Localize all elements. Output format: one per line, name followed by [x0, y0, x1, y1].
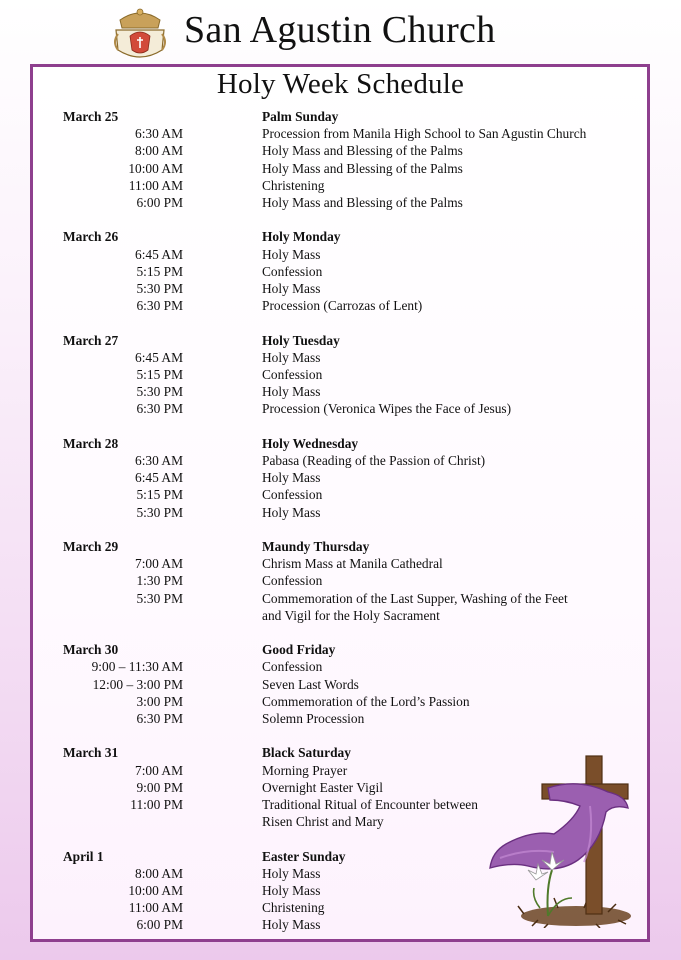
day-heading [63, 108, 643, 125]
schedule-row [63, 349, 643, 366]
event-description: Holy Mass and Blessing of the Palms [262, 160, 463, 176]
event-time: 11:00 AM [128, 177, 183, 193]
event-time: 6:45 AM [135, 349, 183, 365]
event-description: Commemoration of the Lord’s Passion [262, 693, 470, 709]
event-description: Christening [262, 177, 325, 193]
schedule-row [63, 452, 643, 469]
day-heading [63, 435, 643, 452]
event-time: 12:00 – 3:00 PM [92, 676, 183, 692]
event-description: Procession (Carrozas of Lent) [262, 298, 423, 314]
event-time: 1:30 PM [136, 573, 183, 589]
schedule-row [63, 572, 643, 589]
event-description: Holy Mass [262, 470, 321, 486]
day-name: Holy Tuesday [262, 332, 340, 348]
event-time: 5:15 PM [136, 367, 183, 383]
spacer [183, 435, 262, 452]
event-time: 5:30 PM [136, 384, 183, 400]
spacer [183, 297, 262, 314]
spacer [183, 899, 262, 916]
day-heading [63, 228, 643, 245]
schedule-row [63, 658, 643, 675]
event-time: 6:30 AM [135, 453, 183, 469]
event-time: 5:30 PM [136, 590, 183, 606]
event-description: Confession [262, 263, 323, 279]
day-name: Easter Sunday [262, 848, 346, 864]
day-name: Maundy Thursday [262, 539, 370, 555]
schedule-row [63, 383, 643, 400]
spacer [183, 228, 262, 245]
spacer [183, 572, 262, 589]
event-description: Pabasa (Reading of the Passion of Christ) [262, 453, 486, 469]
spacer [183, 555, 262, 572]
schedule-row [63, 160, 643, 177]
spacer [183, 744, 262, 761]
event-time: 5:30 PM [136, 504, 183, 520]
event-description: Holy Mass [262, 883, 321, 899]
page-header [0, 0, 681, 64]
spacer [183, 349, 262, 366]
day-name: Holy Wednesday [262, 435, 359, 451]
spacer [183, 658, 262, 675]
event-time: 6:30 PM [136, 711, 183, 727]
church-seal-icon [108, 4, 172, 64]
day-name: Palm Sunday [262, 109, 339, 124]
event-description: Holy Mass [262, 246, 321, 262]
event-description: Confession [262, 659, 323, 675]
event-description: Overnight Easter Vigil [262, 779, 383, 795]
spacer [183, 504, 262, 521]
event-description: Holy Mass [262, 917, 321, 933]
spacer [183, 710, 262, 727]
schedule-row [63, 710, 643, 727]
schedule-row [63, 504, 643, 521]
event-description: Holy Mass [262, 865, 321, 881]
schedule-row [63, 297, 643, 314]
event-time: 8:00 AM [135, 143, 183, 159]
day-date: March 26 [63, 229, 119, 245]
event-time: 6:30 PM [136, 401, 183, 417]
schedule-row [63, 280, 643, 297]
cross-with-cloth-icon [488, 748, 638, 928]
spacer [183, 125, 262, 142]
spacer [183, 246, 262, 263]
schedule-row [63, 693, 643, 710]
schedule-row [63, 676, 643, 693]
spacer [183, 400, 262, 417]
day-heading [63, 641, 643, 658]
spacer [183, 538, 262, 555]
event-time: 10:00 AM [128, 883, 183, 899]
day-date: March 25 [63, 109, 119, 124]
day-date: April 1 [63, 848, 104, 864]
schedule-row [63, 263, 643, 280]
event-time: 10:00 AM [128, 160, 183, 176]
event-description: Holy Mass and Blessing of the Palms [262, 195, 463, 211]
spacer [183, 194, 262, 211]
event-time: 5:15 PM [136, 263, 183, 279]
spacer [183, 813, 262, 830]
event-time: 5:15 PM [136, 487, 183, 503]
spacer [183, 263, 262, 280]
spacer [183, 796, 262, 813]
event-time: 7:00 AM [135, 556, 183, 572]
event-time: 6:45 AM [135, 470, 183, 486]
event-description: Holy Mass and Blessing of the Palms [262, 143, 463, 159]
event-description: Risen Christ and Mary [262, 814, 384, 830]
day-heading [63, 538, 643, 555]
spacer [183, 916, 262, 933]
spacer [183, 848, 262, 865]
schedule-row [63, 555, 643, 572]
spacer [183, 469, 262, 486]
spacer [183, 332, 262, 349]
event-time: 6:30 AM [135, 126, 183, 142]
event-time: 5:30 PM [136, 281, 183, 297]
church-name: San Agustin Church [184, 9, 496, 51]
day-block [63, 228, 643, 314]
event-description: Christening [262, 900, 325, 916]
day-name: Black Saturday [262, 745, 351, 761]
spacer [183, 160, 262, 177]
event-time: 8:00 AM [135, 865, 183, 881]
day-date: March 27 [63, 332, 119, 348]
schedule-row [63, 177, 643, 194]
event-description: Holy Mass [262, 281, 321, 297]
day-name: Good Friday [262, 642, 336, 658]
event-description: Holy Mass [262, 349, 321, 365]
schedule-row [63, 590, 643, 607]
schedule-row [63, 366, 643, 383]
spacer [183, 383, 262, 400]
schedule-row [63, 125, 643, 142]
event-time: 9:00 PM [136, 779, 183, 795]
event-time: 6:30 PM [136, 298, 183, 314]
day-block [63, 435, 643, 521]
event-time: 11:00 PM [130, 797, 183, 813]
event-description: Confession [262, 573, 323, 589]
spacer [183, 882, 262, 899]
event-description: Morning Prayer [262, 762, 348, 778]
day-block [63, 108, 643, 211]
spacer [183, 607, 262, 624]
event-description: Chrism Mass at Manila Cathedral [262, 556, 443, 572]
spacer [183, 762, 262, 779]
spacer [183, 142, 262, 159]
schedule-row [63, 486, 643, 503]
spacer [183, 641, 262, 658]
spacer [183, 366, 262, 383]
event-description: Seven Last Words [262, 676, 359, 692]
spacer [183, 108, 262, 125]
day-block [63, 332, 643, 418]
schedule-row [63, 607, 643, 624]
event-description: Solemn Procession [262, 711, 365, 727]
schedule-row [63, 142, 643, 159]
event-time: 6:45 AM [135, 246, 183, 262]
day-date: March 28 [63, 435, 119, 451]
spacer [183, 280, 262, 297]
event-time: 3:00 PM [136, 693, 183, 709]
schedule-row [63, 194, 643, 211]
day-block [63, 641, 643, 727]
day-block [63, 538, 643, 624]
day-date: March 30 [63, 642, 119, 658]
spacer [183, 693, 262, 710]
event-time: 11:00 AM [128, 900, 183, 916]
schedule-row [63, 469, 643, 486]
day-heading [63, 332, 643, 349]
event-description: and Vigil for the Holy Sacrament [262, 607, 440, 623]
day-name: Holy Monday [262, 229, 341, 245]
event-description: Confession [262, 487, 323, 503]
event-time: 9:00 – 11:30 AM [91, 659, 183, 675]
schedule-row [63, 246, 643, 263]
spacer [183, 486, 262, 503]
event-time [63, 607, 183, 624]
event-description: Holy Mass [262, 504, 321, 520]
spacer [183, 676, 262, 693]
spacer [183, 177, 262, 194]
spacer [183, 452, 262, 469]
day-date: March 31 [63, 745, 119, 761]
event-description: Traditional Ritual of Encounter between [262, 797, 478, 813]
day-date: March 29 [63, 539, 119, 555]
event-description: Commemoration of the Last Supper, Washing of the Feet [262, 590, 568, 606]
event-time: 7:00 AM [135, 762, 183, 778]
schedule-row [63, 400, 643, 417]
event-time: 6:00 PM [136, 917, 183, 933]
event-description: Procession (Veronica Wipes the Face of Jesus) [262, 401, 512, 417]
event-description: Holy Mass [262, 384, 321, 400]
spacer [183, 865, 262, 882]
event-time: 6:00 PM [136, 195, 183, 211]
event-description: Procession from Manila High School to San Agustin Church [262, 126, 587, 142]
spacer [183, 779, 262, 796]
event-description: Confession [262, 367, 323, 383]
event-time [63, 813, 183, 830]
spacer [183, 590, 262, 607]
crown-of-thorns-icon [518, 898, 631, 928]
page-title: Holy Week Schedule [216, 68, 465, 100]
